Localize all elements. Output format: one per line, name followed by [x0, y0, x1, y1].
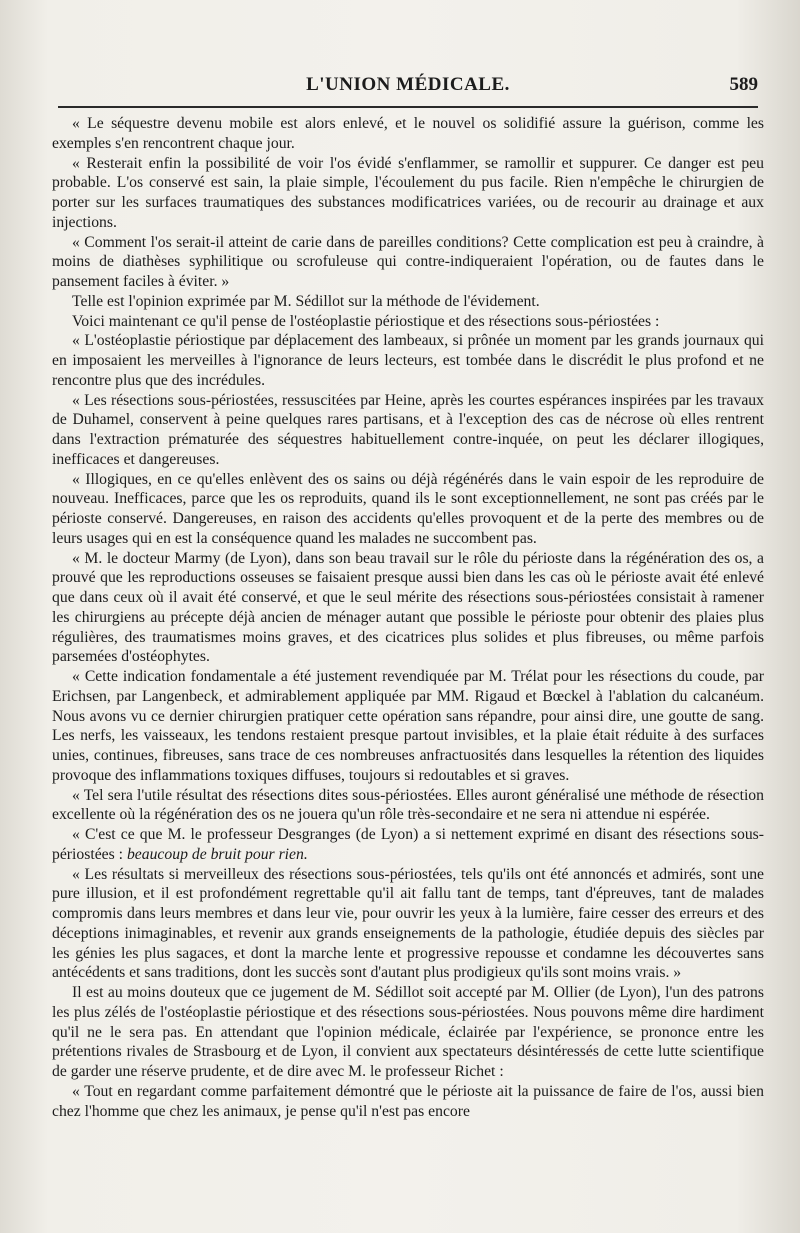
paragraph: « Tel sera l'utile résultat des résections dites sous-périostées. Elles auront généralisé une méthode de résection excellente où la régénération des os ne jouera qu'un rôle très-secondaire et ne sera ni attendue ni espérée. — [52, 786, 764, 824]
paragraph: « Les résections sous-périostées, ressuscitées par Heine, après les courtes espérances inspirées par les travaux de Duhamel, conservent à peine quelques rares partisans, et à l'exception des cas de nécrose où elles rentrent dans l'extraction prématurée des séquestres habituellement contre-inquée, on peut les déclarer illogiques, inefficaces et dangereuses. — [52, 391, 764, 468]
paragraph: « Tout en regardant comme parfaitement démontré que le périoste ait la puissance de faire de l'os, aussi bien chez l'homme que chez les animaux, je pense qu'il n'est pas encore — [52, 1082, 764, 1120]
paragraph: Voici maintenant ce qu'il pense de l'ostéoplastie périostique et des résections sous-périostées : — [72, 312, 660, 330]
paragraph: « Cette indication fondamentale a été justement revendiquée par M. Trélat pour les résections du coude, par Erichsen, par Langenbeck, et admirablement appliquée par MM. Rigaud et Bœckel à l'ablation du calcanéum. Nous avons vu ce dernier chirurgien pratiquer cette opération sans répandre, pour ainsi dire, une goutte de sang. Les nerfs, les vaisseaux, les tendons restaient presque partout invisibles, et la plaie était réduite à des surfaces unies, continues, fibreuses, sans trace de ces nombreuses anfractuosités dans lesquelles la rétention des liquides provoque des inflammations toxiques diffuses, toujours si redoutables et si graves. — [52, 668, 764, 784]
paragraph-with-quote — [52, 825, 764, 865]
page-header — [58, 72, 758, 108]
paragraph: « M. le docteur Marmy (de Lyon), dans son beau travail sur le rôle du périoste dans la régénération des os, a prouvé que les reproductions osseuses se faisaient presque aussi bien dans les cas où le périoste avait été enlevé que dans ceux où il avait été conservé, et que le seul mérite des résections sous-périostées consistait à ramener les chirurgiens au précepte déjà ancien de ménager autant que possible le périoste pour obtenir des plaies plus régulières, des traumatismes moins graves, et des cicatrices plus solides et plus fibreuses, ou même parfois parsemées d'ostéophytes. — [52, 549, 764, 666]
header-rule — [58, 106, 758, 108]
paragraph: « Comment l'os serait-il atteint de carie dans de pareilles conditions? Cette complication est peu à craindre, à moins de diathèses syphilitique ou scrofuleuse qui contre-indiqueraient l'opération, ou de fautes dans le pansement faciles à éviter. » — [52, 233, 764, 290]
page-number: 589 — [729, 74, 758, 95]
paragraph: Il est au moins douteux que ce jugement de M. Sédillot soit accepté par M. Ollier (de Lyon), l'un des patrons les plus zélés de l'ostéoplastie périostique et des résections sous-périostées. Nous pouvons même dire hardiment qu'il ne le sera pas. En attendant que l'opinion médicale, éclairée par l'expérience, se prononce entre les prétentions rivales de Strasbourg et de Lyon, il convient aux spectateurs désintéressés de cette lutte scientifique de garder une réserve prudente, et de dire avec M. le professeur Richet : — [52, 984, 764, 1080]
paragraph: « Illogiques, en ce qu'elles enlèvent des os sains ou déjà régénérés dans le vain espoir de les reproduire de nouveau. Inefficaces, parce que les os reproduits, quand ils le sont exceptionnellement, ne sont pas créés par le périoste conservé. Dangereuses, en raison des accidents qu'elles provoquent et de la perte des membres ou de leurs usages qui en est la conséquence quand les malades ne succombent pas. — [52, 470, 764, 547]
paragraph: Telle est l'opinion exprimée par M. Sédillot sur la méthode de l'évidement. — [72, 292, 540, 310]
paragraph: « Le séquestre devenu mobile est alors enlevé, et le nouvel os solidifié assure la guérison, comme les exemples s'en rencontrent chaque jour. — [52, 115, 764, 152]
paragraph: « Les résultats si merveilleux des résections sous-périostées, tels qu'ils ont été annoncés et admirés, sont une pure illusion, et il est profondément regrettable qu'il ait fallu tant de temps, tant d'épreuves, tant de malades compromis dans leurs membres et dans leur vie, pour ouvrir les yeux à la lumière, faire cesser des erreurs et des déceptions inimaginables, et revenir aux grands enseignements de la pathologie, étudiée depuis des siècles par les génies les plus sagaces, et dont la marche lente et progressive repousse et condamne les découvertes sans antécédents et sans traditions, dont les succès sont d'autant plus prodigieux qu'ils sont moins vrais. » — [52, 865, 764, 982]
italic-quote: beaucoup de bruit pour rien. — [126, 845, 308, 863]
paragraph: « Resterait enfin la possibilité de voir l'os évidé s'enflammer, se ramollir et suppurer. Ce danger est peu probable. L'os conservé est sain, la plaie simple, l'écoulement du pus facile. Rien n'empêche le chirurgien de porter sur les surfaces traumatiques des substances modificatrices variées, ou de recourir au drainage et aux injections. — [52, 154, 764, 231]
body-text — [52, 114, 764, 1121]
running-title: L'UNION MÉDICALE. — [306, 74, 510, 95]
paragraph: « L'ostéoplastie périostique par déplacement des lambeaux, si prônée un moment par les grands journaux qui en imposaient les merveilles à l'ignorance de leurs lecteurs, est tombée dans le discrédit le plus profond et ne rencontre plus que des incrédules. — [52, 332, 764, 389]
paragraph-text: « C'est ce que M. le professeur Desgranges (de Lyon) a si nettement exprimé en disant des résections sous-périostées : — [52, 826, 764, 863]
